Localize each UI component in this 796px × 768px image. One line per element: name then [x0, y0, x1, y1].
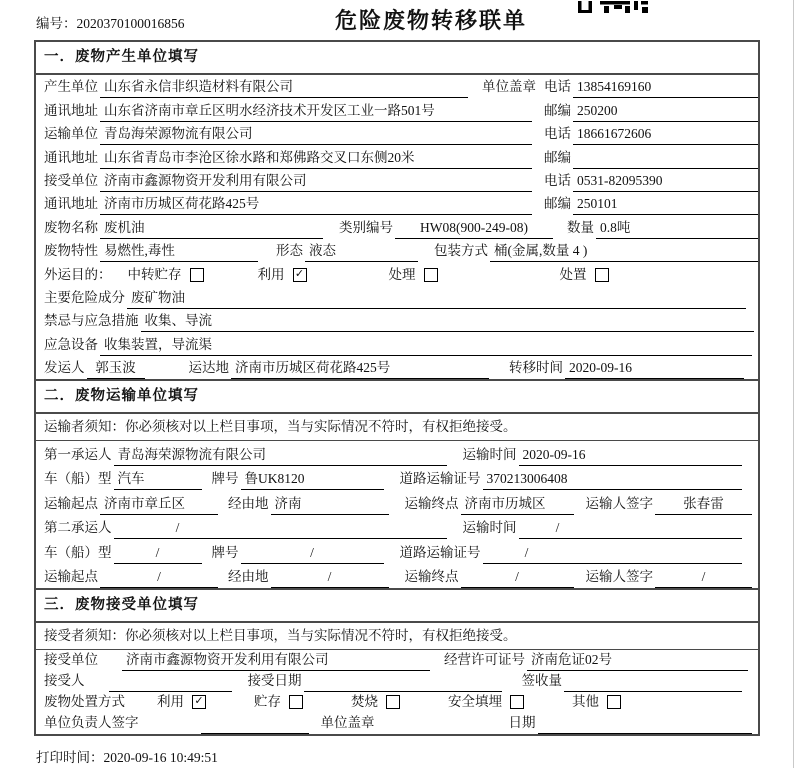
producer-row: [36, 75, 758, 98]
option-label: 安全填埋: [448, 694, 502, 710]
accept-date-label: 接受日期: [247, 673, 302, 689]
time1-value: 2020-09-16: [519, 447, 743, 466]
transfer-time-value: 2020-09-16: [565, 360, 744, 379]
hazard-row: [36, 286, 758, 309]
receiver-addr-value: 济南市历城区荷花路425号: [100, 196, 532, 215]
transporter-phone-label: 电话: [544, 126, 571, 142]
checkbox-disposal-other: [607, 695, 621, 709]
receiver-phone-label: 电话: [544, 172, 571, 188]
option-label: 中转贮存: [127, 266, 182, 282]
recipient-label: 接受人: [44, 673, 85, 689]
accept-unit-row: [36, 650, 758, 671]
amount-value: [564, 689, 742, 692]
vehicle2-label: 车（船）型: [44, 544, 112, 560]
transporter-address-row: [36, 145, 758, 168]
section-receiver-heading: 三．废物接受单位填写: [36, 588, 758, 623]
roadcert2-slash: /: [524, 544, 529, 560]
print-time-value: 2020-09-16 10:49:51: [103, 750, 218, 765]
section-producer: [36, 42, 758, 379]
purpose-label: 外运目的：: [44, 266, 112, 282]
disposal-label: 废物处置方式: [44, 694, 125, 710]
carrier1-value: 青岛海荣源物流有限公司: [114, 447, 447, 466]
receiver-value: 济南市鑫源物资开发利用有限公司: [100, 173, 532, 192]
vehicle2-row: [36, 539, 758, 564]
producer-label: 产生单位: [44, 79, 98, 95]
checkbox-disposal-incinerate: [386, 695, 400, 709]
purpose-row: [36, 262, 758, 285]
vehicle1-label: 车（船）型: [44, 471, 112, 487]
producer-phone-label: 电话: [544, 79, 571, 95]
transporter-phone-value: 18661672606: [573, 126, 758, 145]
form-value: 液态: [305, 243, 418, 262]
term1-label: 运输终点: [404, 495, 459, 511]
recipient-value: [109, 689, 232, 692]
print-time: [36, 746, 218, 766]
receiver-phone-value: 0531-82095390: [573, 173, 758, 192]
via1-label: 经由地: [228, 495, 269, 511]
route2-row: [36, 564, 758, 589]
transporter-notice: 运输者须知：你必须核对以上栏目事项，当与实际情况不符时，有权拒绝接受。: [36, 414, 758, 441]
time2-slash: /: [555, 520, 560, 536]
section-receiver: [36, 588, 758, 734]
option-label: 其他: [572, 694, 599, 710]
transfer-time-label: 转移时间: [509, 360, 563, 376]
origin1-label: 运输起点: [44, 495, 98, 511]
unit-seal-label: 单位盖章: [482, 79, 536, 95]
option-label: 处理: [388, 266, 416, 282]
date-label: 日期: [508, 715, 536, 731]
time2-value: [519, 520, 743, 539]
license-label: 经营许可证号: [444, 652, 525, 668]
chief-sign-label: 单位负责人签字: [44, 715, 139, 731]
trait-value: 易燃性,毒性: [100, 243, 258, 262]
accept-date-value: [304, 689, 502, 692]
purpose-option-treat: [387, 267, 438, 286]
origin2-label: 运输起点: [44, 569, 98, 585]
unit-seal-label-2: 单位盖章: [320, 715, 375, 731]
taboo-value: 收集、导流: [141, 313, 755, 332]
purpose-option-transfer: [126, 267, 204, 286]
carrier2-row: [36, 515, 758, 540]
taboo-row: [36, 309, 758, 332]
option-label: 贮存: [254, 694, 281, 710]
section-transporter: [36, 379, 758, 588]
transporter-label: 运输单位: [44, 126, 98, 142]
disposal-option-landfill: [446, 694, 524, 713]
qty-label: 数量: [567, 219, 594, 235]
disposal-option-use: [155, 694, 206, 713]
page-title: 危险废物转移联单: [334, 8, 527, 33]
category-value: HW08(900-249-08): [395, 220, 553, 239]
receiver-zip-value: 250101: [573, 196, 758, 215]
category-label: 类别编号: [339, 219, 393, 235]
serial-label: 编号：: [36, 16, 77, 31]
producer-zip-label: 邮编: [544, 102, 571, 118]
plate2-value: /: [241, 545, 384, 564]
chief-sign-value: [201, 731, 309, 734]
receiver-row: [36, 169, 758, 192]
plate2-label: 牌号: [211, 544, 239, 560]
qty-value: 0.8吨: [596, 220, 758, 239]
sign2-label: 运输人签字: [585, 569, 653, 585]
roadcert1-value: 370213006408: [483, 471, 743, 490]
transporter-value: 青岛海荣源物流有限公司: [100, 126, 532, 145]
producer-phone-value: 13854169160: [573, 79, 758, 98]
receiver-addr-label: 通讯地址: [44, 196, 98, 212]
origin1-value: 济南市章丘区: [100, 496, 218, 515]
option-label: 处置: [559, 266, 587, 282]
disposal-option-incinerate: [349, 694, 400, 713]
producer-address-row: [36, 98, 758, 121]
producer-addr-value: 山东省济南市章丘区明水经济技术开发区工业一路501号: [100, 103, 532, 122]
serial-value: 2020370100016856: [76, 16, 185, 31]
equipment-row: [36, 332, 758, 355]
carrier2-label: 第二承运人: [44, 520, 112, 536]
term1-value: 济南市历城区: [461, 496, 574, 515]
waste-name-row: [36, 215, 758, 238]
waste-trait-row: [36, 239, 758, 262]
pack-label: 包装方式: [434, 243, 488, 259]
sign1-label: 运输人签字: [585, 495, 653, 511]
vehicle1-row: [36, 466, 758, 491]
waste-name-label: 废物名称: [44, 219, 98, 235]
recipient-row: [36, 671, 758, 692]
form-label: 形态: [276, 243, 303, 259]
plate1-label: 牌号: [211, 471, 239, 487]
checkbox-dispose: [595, 268, 609, 282]
dest-value: 济南市历城区荷花路425号: [231, 360, 489, 379]
purpose-option-dispose: [558, 267, 609, 286]
license-value: 济南危证02号: [527, 652, 748, 671]
checkbox-disposal-landfill: [510, 695, 524, 709]
transporter-addr-label: 通讯地址: [44, 149, 98, 165]
chief-sign-row: [36, 713, 758, 734]
transporter-zip-value: [573, 166, 758, 169]
checkbox-disposal-store: [289, 695, 303, 709]
carrier1-row: [36, 441, 758, 466]
page-edge-divider: [793, 0, 794, 768]
dest-label: 运达地: [188, 360, 229, 376]
roadcert2-label: 道路运输证号: [399, 544, 481, 560]
carrier2-slash: /: [175, 520, 180, 536]
receiver-address-row: [36, 192, 758, 215]
hazard-value: 废矿物油: [127, 290, 746, 309]
via2-value: /: [271, 569, 389, 588]
qr-code-icon: [578, 0, 648, 18]
checkbox-disposal-use: ✓: [192, 695, 206, 709]
producer-value: 山东省永信非织造材料有限公司: [100, 79, 468, 98]
origin2-value: /: [100, 569, 218, 588]
pack-value: 桶(金属,数量 4 ): [490, 243, 758, 262]
sign1-value: 张春雷: [655, 496, 752, 515]
disposal-row: [36, 692, 758, 713]
term2-label: 运输终点: [404, 569, 459, 585]
option-label: 焚烧: [351, 694, 378, 710]
checkbox-transfer-storage: [190, 268, 204, 282]
equipment-label: 应急设备: [44, 336, 98, 352]
sign2-value: /: [655, 569, 752, 588]
receiver-notice: 接受者须知：你必须核对以上栏目事项，当与实际情况不符时，有权拒绝接受。: [36, 623, 758, 650]
equipment-value: 收集装置，导流渠: [100, 337, 752, 356]
shipper-row: [36, 356, 758, 379]
route1-row: [36, 490, 758, 515]
vehicle1-value: 汽车: [114, 471, 202, 490]
carrier1-label: 第一承运人: [44, 446, 112, 462]
accept-unit-value: 济南市鑫源物资开发利用有限公司: [122, 652, 430, 671]
section-transporter-heading: 二．废物运输单位填写: [36, 379, 758, 414]
plate1-value: 鲁UK8120: [241, 471, 384, 490]
waste-name-value: 废机油: [100, 220, 323, 239]
taboo-label: 禁忌与应急措施: [44, 313, 139, 329]
shipper-label: 发运人: [44, 360, 85, 376]
manifest-form: [34, 40, 760, 736]
producer-zip-value: 250200: [573, 103, 758, 122]
option-label: 利用: [157, 694, 184, 710]
roadcert2-value: [483, 545, 743, 564]
checkbox-use: ✓: [293, 268, 307, 282]
carrier2-value: [114, 520, 447, 539]
purpose-option-use: [256, 267, 307, 286]
shipper-value: 郭玉波: [87, 360, 145, 379]
transporter-zip-label: 邮编: [544, 149, 571, 165]
hazard-label: 主要危险成分: [44, 289, 125, 305]
checkbox-treat: [424, 268, 438, 282]
trait-label: 废物特性: [44, 243, 98, 259]
amount-label: 签收量: [521, 673, 562, 689]
option-label: 利用: [257, 266, 285, 282]
disposal-option-store: [252, 694, 303, 713]
transporter-addr-value: 山东省青岛市李沧区徐水路和郑佛路交叉口东侧20米: [100, 150, 532, 169]
roadcert1-label: 道路运输证号: [399, 471, 481, 487]
vehicle2-value: /: [114, 545, 202, 564]
producer-addr-label: 通讯地址: [44, 102, 98, 118]
via1-value: 济南: [271, 496, 389, 515]
section-producer-heading: 一．废物产生单位填写: [36, 42, 758, 75]
receiver-label: 接受单位: [44, 172, 98, 188]
accept-unit-label: 接受单位: [44, 652, 98, 668]
receiver-zip-label: 邮编: [544, 196, 571, 212]
time2-label: 运输时间: [462, 520, 517, 536]
term2-value: /: [461, 569, 574, 588]
disposal-option-other: [570, 694, 621, 713]
print-time-label: 打印时间：: [36, 750, 104, 765]
transporter-row: [36, 122, 758, 145]
date-value: [538, 731, 753, 734]
via2-label: 经由地: [228, 569, 269, 585]
time1-label: 运输时间: [462, 446, 517, 462]
